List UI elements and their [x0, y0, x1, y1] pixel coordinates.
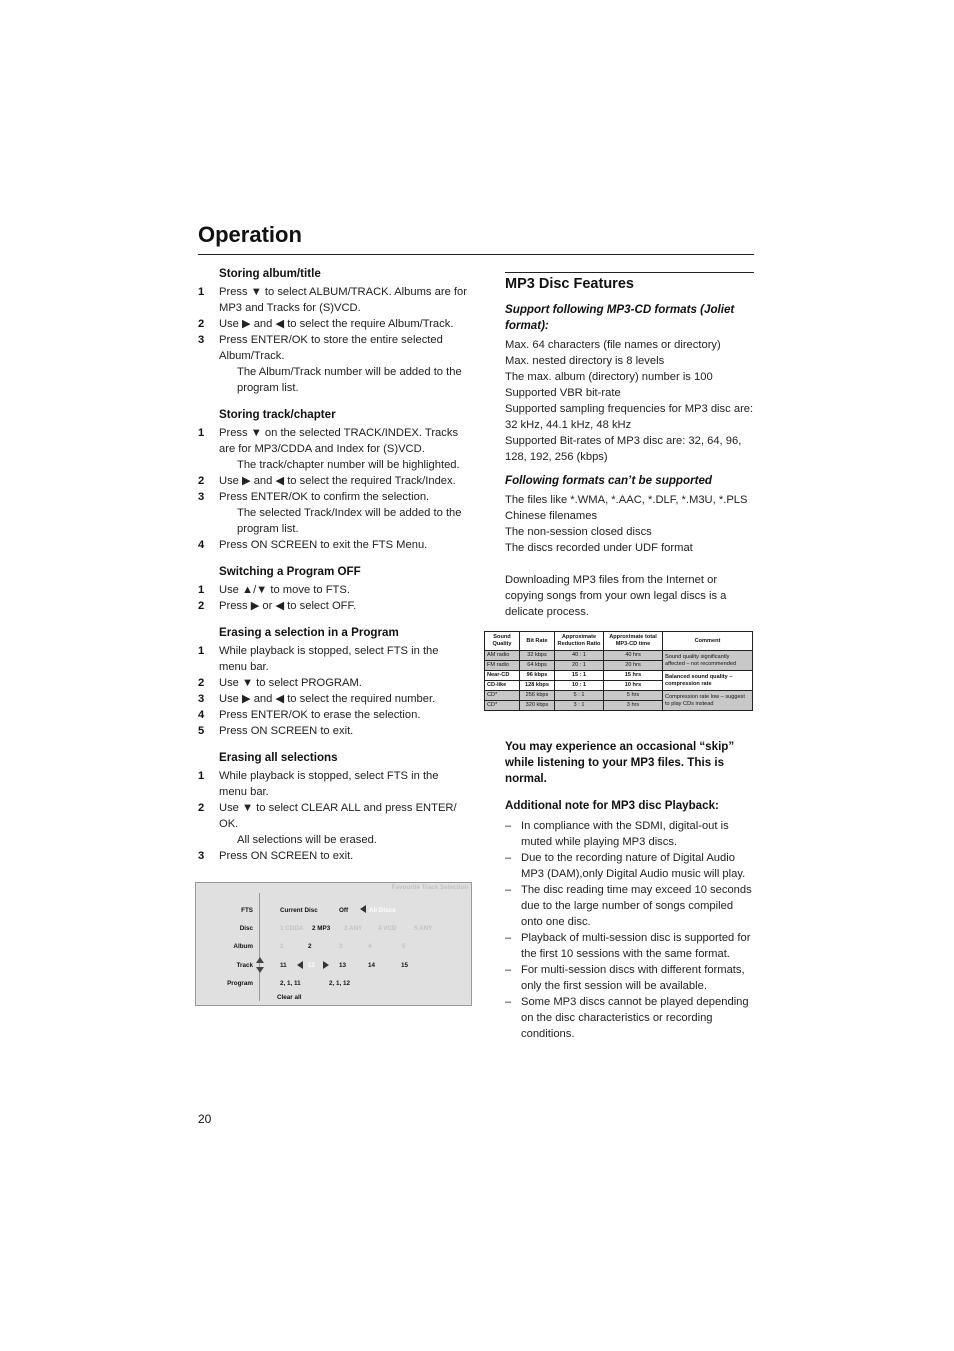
- table-row: [485, 651, 753, 661]
- table-comment: Sound quality significantly affected – not recommended: [663, 651, 753, 671]
- support-line: The max. album (directory) number is 100: [505, 371, 713, 383]
- table-cell: CD*: [485, 701, 520, 711]
- disc-option[interactable]: 1 CDDA: [280, 925, 304, 932]
- step-number: 2: [198, 600, 205, 612]
- step-number: 5: [198, 725, 205, 737]
- step-text: Press ENTER/OK to confirm the selection.: [219, 491, 430, 503]
- unsupported-list: [505, 492, 755, 556]
- step-item: [198, 707, 468, 723]
- up-arrow-icon: [256, 957, 264, 963]
- step-text: Press ▼ on the selected TRACK/INDEX. Tracks are for MP3/CDDA and Index for (S)VCD.: [219, 427, 459, 455]
- section-heading: Storing track/chapter: [219, 408, 336, 421]
- step-number: 4: [198, 539, 205, 551]
- skip-note: You may experience an occasional “skip” while listening to your MP3 files. This is normal.: [505, 740, 735, 785]
- track-option[interactable]: 15: [401, 962, 409, 969]
- step-number: 2: [198, 802, 205, 814]
- table-row: [485, 671, 753, 681]
- table-header-row: [485, 632, 753, 651]
- step-item: [198, 723, 468, 739]
- screen-divider: [259, 893, 260, 1001]
- track-option[interactable]: 14: [368, 962, 376, 969]
- album-option[interactable]: 4: [368, 943, 372, 950]
- table-header: Comment: [663, 632, 753, 651]
- unsupported-line: The non-session closed discs: [505, 526, 652, 538]
- step-item: [198, 284, 468, 316]
- section-heading: Erasing a selection in a Program: [219, 626, 399, 639]
- step-text: Use ▶ and ◀ to select the require Album/Track.: [219, 318, 454, 330]
- step-note: The selected Track/Index will be added to the program list.: [237, 507, 462, 535]
- table-header: Approximate Reduction Ratio: [555, 632, 604, 651]
- fts-off[interactable]: Off: [339, 907, 349, 914]
- step-text: Press ON SCREEN to exit the FTS Menu.: [219, 539, 428, 551]
- step-item: [198, 489, 468, 537]
- page-title: Operation: [198, 222, 302, 247]
- table-cell: CD*: [485, 691, 520, 701]
- step-text: Press ▶ or ◀ to select OFF.: [219, 600, 357, 612]
- left-column: [198, 266, 468, 875]
- step-text: Use ▼ to select CLEAR ALL and press ENTER/ OK.: [219, 802, 457, 830]
- note-text: Playback of multi-session disc is supported for the first 10 sessions with the same format.: [521, 932, 751, 960]
- step-text: While playback is stopped, select FTS in the menu bar.: [219, 770, 439, 798]
- album-option[interactable]: 2: [308, 943, 312, 950]
- step-item: [198, 425, 468, 473]
- step-number: 1: [198, 645, 205, 657]
- support-line: Max. 64 characters (file names or directory): [505, 339, 721, 351]
- step-number: 1: [198, 584, 205, 596]
- disc-option[interactable]: 3 ANY: [344, 925, 363, 932]
- dash-bullet: –: [505, 884, 512, 896]
- left-arrow-icon: [297, 961, 303, 969]
- step-item: [198, 582, 468, 598]
- download-note: Downloading MP3 files from the Internet or copying songs from your own legal discs is a delicate process.: [505, 574, 727, 618]
- mp3-quality-table: [484, 631, 753, 711]
- step-text: Use ▶ and ◀ to select the required Track/Index.: [219, 475, 456, 487]
- section-program-off: [198, 564, 468, 614]
- note-text: In compliance with the SDMI, digital-out is muted while playing MP3 discs.: [521, 820, 729, 848]
- step-number: 2: [198, 318, 205, 330]
- support-line: Supported sampling frequencies for MP3 disc are: 32 kHz, 44.1 kHz, 48 kHz: [505, 403, 754, 431]
- list-item: [505, 994, 757, 1042]
- table-cell: 320 kbps: [520, 701, 555, 711]
- album-option[interactable]: 3: [339, 943, 343, 950]
- table-cell: 20 : 1: [555, 661, 604, 671]
- unsupported-heading: Following formats can’t be supported: [505, 474, 712, 487]
- note-text: For multi-session discs with different formats, only the first session will be available.: [521, 964, 745, 992]
- disc-label: Disc: [239, 925, 253, 932]
- right-arrow-icon: [323, 961, 329, 969]
- table-cell: 64 kbps: [520, 661, 555, 671]
- down-arrow-icon: [256, 967, 264, 973]
- disc-option[interactable]: 4 VCD: [378, 925, 397, 932]
- section-storing-album: [198, 266, 468, 396]
- step-item: [198, 848, 468, 864]
- dash-bullet: –: [505, 820, 512, 832]
- additional-notes: [505, 798, 757, 1042]
- section-heading: Erasing all selections: [219, 751, 338, 764]
- table-cell: 5 : 1: [555, 691, 604, 701]
- step-note: The Album/Track number will be added to the program list.: [237, 366, 462, 394]
- dash-bullet: –: [505, 964, 512, 976]
- step-number: 3: [198, 693, 205, 705]
- album-label: Album: [233, 943, 253, 950]
- note-text: Due to the recording nature of Digital Audio MP3 (DAM),only Digital Audio music will play.: [521, 852, 746, 880]
- step-item: [198, 332, 468, 396]
- step-text: Press ▼ to select ALBUM/TRACK. Albums are for MP3 and Tracks for (S)VCD.: [219, 286, 467, 314]
- support-line: Max. nested directory is 8 levels: [505, 355, 665, 367]
- table-header: Approximate total MP3-CD time: [604, 632, 663, 651]
- note-text: Some MP3 discs cannot be played depending on the disc characteristics or recording conditions.: [521, 996, 749, 1040]
- table-comment: Balanced sound quality – compression rate: [663, 671, 753, 691]
- table-cell: 40 hrs: [604, 651, 663, 661]
- fts-screen-illustration: [195, 882, 472, 1006]
- title-divider: [198, 254, 754, 255]
- step-text: Press ENTER/OK to erase the selection.: [219, 709, 421, 721]
- step-item: [198, 473, 468, 489]
- step-text: Use ▼ to select PROGRAM.: [219, 677, 362, 689]
- table-cell: 3 : 1: [555, 701, 604, 711]
- unsupported-line: The discs recorded under UDF format: [505, 542, 693, 554]
- unsupported-line: Chinese filenames: [505, 510, 598, 522]
- step-number: 1: [198, 770, 205, 782]
- list-item: [505, 930, 757, 962]
- support-line: Supported Bit-rates of MP3 disc are: 32, 64, 96, 128, 192, 256 (kbps): [505, 435, 742, 463]
- table-cell: Near-CD: [485, 671, 520, 681]
- step-item: [198, 537, 468, 553]
- support-list: [505, 337, 755, 465]
- table-cell: 15 hrs: [604, 671, 663, 681]
- table-cell: 128 kbps: [520, 681, 555, 691]
- table-comment: Compression rate low – suggest to play CDs instead: [663, 691, 753, 711]
- album-option[interactable]: 5: [402, 943, 406, 950]
- table-cell: 3 hrs: [604, 701, 663, 711]
- dash-bullet: –: [505, 852, 512, 864]
- track-option-selected[interactable]: 12: [308, 962, 316, 969]
- table-cell: 256 kbps: [520, 691, 555, 701]
- table-row: [485, 691, 753, 701]
- fts-label: FTS: [241, 907, 253, 914]
- step-number: 3: [198, 334, 205, 346]
- track-option[interactable]: 13: [339, 962, 347, 969]
- step-text: While playback is stopped, select FTS in the menu bar.: [219, 645, 439, 673]
- mp3-heading: MP3 Disc Features: [505, 276, 634, 292]
- list-item: [505, 818, 757, 850]
- table-cell: 10 : 1: [555, 681, 604, 691]
- fts-all-discs[interactable]: All Discs: [369, 907, 396, 914]
- list-item: [505, 962, 757, 994]
- step-item: [198, 316, 468, 332]
- step-number: 1: [198, 286, 205, 298]
- clear-all-button[interactable]: Clear all: [277, 994, 302, 1001]
- step-item: [198, 643, 468, 675]
- step-number: 2: [198, 475, 205, 487]
- page-number: 20: [198, 1112, 212, 1126]
- disc-option[interactable]: 5 ANY: [414, 925, 433, 932]
- table-cell: 5 hrs: [604, 691, 663, 701]
- fts-header: Favourite Track Selection: [391, 884, 468, 891]
- table-cell: 40 : 1: [555, 651, 604, 661]
- support-line: Supported VBR bit-rate: [505, 387, 621, 399]
- note-text: The disc reading time may exceed 10 seconds due to the large number of songs compiled onto one disc.: [521, 884, 752, 928]
- step-item: [198, 598, 468, 614]
- fts-current-disc[interactable]: Current Disc: [280, 907, 318, 914]
- step-note: The track/chapter number will be highlighted.: [237, 459, 460, 471]
- step-text: Use ▲/▼ to move to FTS.: [219, 584, 350, 596]
- step-number: 1: [198, 427, 205, 439]
- table-cell: 20 hrs: [604, 661, 663, 671]
- left-arrow-icon: [360, 905, 366, 913]
- step-text: Use ▶ and ◀ to select the required number.: [219, 693, 436, 705]
- step-number: 3: [198, 491, 205, 503]
- program-label: Program: [227, 980, 253, 987]
- table-cell: FM radio: [485, 661, 520, 671]
- section-erase-selection: [198, 625, 468, 739]
- step-text: Press ON SCREEN to exit.: [219, 725, 354, 737]
- table-cell: 32 kbps: [520, 651, 555, 661]
- list-item: [505, 850, 757, 882]
- album-option[interactable]: 1: [280, 943, 284, 950]
- table-cell: 15 : 1: [555, 671, 604, 681]
- table-cell: CD-like: [485, 681, 520, 691]
- table-header: Sound Quality: [485, 632, 520, 651]
- step-text: Press ON SCREEN to exit.: [219, 850, 354, 862]
- section-heading: Storing album/title: [219, 267, 321, 280]
- disc-option[interactable]: 2 MP3: [312, 925, 331, 932]
- table-cell: 10 hrs: [604, 681, 663, 691]
- section-erase-all: [198, 750, 468, 864]
- step-number: 3: [198, 850, 205, 862]
- step-text: Press ENTER/OK to store the entire selected Album/Track.: [219, 334, 443, 362]
- step-item: [198, 768, 468, 800]
- dash-bullet: –: [505, 932, 512, 944]
- step-number: 4: [198, 709, 205, 721]
- program-entry[interactable]: 2, 1, 12: [329, 980, 351, 987]
- table-header: Bit Rate: [520, 632, 555, 651]
- section-storing-track: [198, 407, 468, 553]
- unsupported-line: The files like *.WMA, *.AAC, *.DLF, *.M3U, *.PLS: [505, 494, 748, 506]
- support-heading: Support following MP3-CD formats (Joliet format):: [505, 303, 735, 332]
- additional-notes-heading: Additional note for MP3 disc Playback:: [505, 799, 719, 812]
- track-label: Track: [236, 962, 253, 969]
- step-item: [198, 800, 468, 848]
- section-heading: Switching a Program OFF: [219, 565, 361, 578]
- track-option[interactable]: 11: [280, 962, 287, 969]
- dash-bullet: –: [505, 996, 512, 1008]
- table-cell: 96 kbps: [520, 671, 555, 681]
- step-item: [198, 691, 468, 707]
- step-item: [198, 675, 468, 691]
- step-note: All selections will be erased.: [237, 834, 377, 846]
- program-entry[interactable]: 2, 1, 11: [280, 980, 301, 987]
- table-cell: AM radio: [485, 651, 520, 661]
- list-item: [505, 882, 757, 930]
- right-column: [505, 272, 755, 620]
- step-number: 2: [198, 677, 205, 689]
